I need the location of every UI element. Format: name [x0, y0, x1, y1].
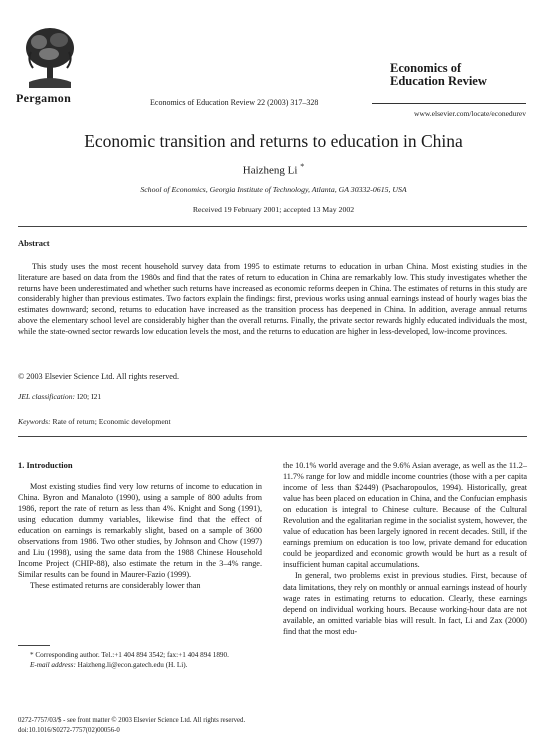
- footnote: [18, 651, 262, 671]
- abstract-text: This study uses the most recent household survey data from 1995 to estimate returns to education in urban China. Most existing studies in the literature are based on data from the 1980s and find that the rates of return to education in China are remarkably low. This study investigates whether the returns have been underestimated and whether such returns have increased as economic reforms deepen in China. The estimates of returns in this study are considerably higher than previous estimates. Two factors explain the findings: first, previous works using annual earnings instead of hourly wages bias the estimates downward; second, returns to education have increased as the transition process has deepened in China. In addition, average annual returns above the elementary school level are considerably higher than the overall returns. Finally, the private sector rewards highly educated individuals the most, while the state-owned sector rewards low education levels the most, and the returns to education are higher in less-developed, low-income provinces.: [18, 262, 527, 336]
- keywords: [18, 417, 171, 426]
- author-footnote-mark[interactable]: *: [300, 162, 305, 171]
- journal-reference: Economics of Education Review 22 (2003) 317–328: [150, 98, 319, 107]
- paragraph: These estimated returns are considerably lower than: [30, 581, 201, 591]
- email-value[interactable]: Haizheng.li@econ.gatech.edu (H. Li).: [77, 660, 188, 669]
- keywords-value: Rate of return; Economic development: [52, 417, 171, 426]
- jel-label: JEL classification:: [18, 392, 76, 401]
- email-line: [18, 661, 262, 671]
- keywords-label: Keywords:: [18, 417, 51, 426]
- corresponding-author-note: * Corresponding author. Tel.:+1 404 894 3542; fax:+1 404 894 1890.: [30, 651, 229, 659]
- brand-divider: [372, 103, 526, 104]
- affiliation: School of Economics, Georgia Institute of Technology, Atlanta, GA 30332-0615, USA: [140, 185, 407, 194]
- paragraph: the 10.1% world average and the 9.6% Asian average, as well as the 11.2–11.7% range for low and middle income countries (those with a per capita income of less than $2449) (Psacharopoulos, 1994). Historically, great value has been placed on education in China, and the Confucian emphasis on education is integral to Chinese culture. Because of the Cultural Revolution and the egalitarian regime in the socialist system, however, the value of education has been largely ignored in recent decades. Still, if the earnings premium on education is too low, private demand for education could be jeopardized and economic growth would be hurt as a result of insufficient human capital accumulations.: [283, 461, 527, 570]
- journal-brand: [390, 62, 530, 88]
- jel-value: I20; I21: [76, 392, 102, 401]
- journal-brand-line1: Economics of: [390, 61, 462, 75]
- section-heading: 1. Introduction: [18, 460, 73, 470]
- paragraph: In general, two problems exist in previous studies. First, because of data limitations, they rely on monthly or annual earnings instead of hourly wage rates in estimating returns to education. Clearly, these earnings depend on individual working hours. Because working-hour data are not available, an omitted variable bias will result. In fact, Li and Zax (2000) find that the most edu-: [283, 571, 527, 636]
- copyright-line: © 2003 Elsevier Science Ltd. All rights reserved.: [18, 372, 180, 381]
- issn-block: [18, 716, 245, 735]
- elsevier-tree-icon: [19, 24, 81, 90]
- publisher-name: Pergamon: [16, 91, 72, 105]
- jel-classification: [18, 392, 101, 401]
- journal-brand-line2: Education Review: [390, 74, 487, 88]
- paragraph: Most existing studies find very low returns of income to education in China. Byron and Manaloto (1990), using a sample of 800 adults from 1986, report the rate of return as less than 4%. Knight and Song (1991), using education dummy variables, likewise find that the effect of education on earnings is remarkably slight, based on a sample of 3600 observations from 1986. Two other studies, by Johnson and Chow (1997) and Liu (1998), using the same data from the 1988 Chinese Household Income Project (CHIP-88), also estimate the return in the 3–4% range. Similar results can be found in Maurer-Fazio (1999).: [18, 482, 262, 580]
- abstract-heading: Abstract: [18, 238, 50, 248]
- footnote-divider: [18, 645, 50, 646]
- publisher-logo: [16, 24, 84, 104]
- author-name[interactable]: Haizheng Li: [242, 164, 298, 177]
- received-dates: Received 19 February 2001; accepted 13 May 2002: [192, 205, 355, 214]
- journal-url[interactable]: www.elsevier.com/locate/econedurev: [414, 109, 526, 118]
- email-label: E-mail address:: [30, 660, 76, 669]
- body-column-left: [18, 460, 262, 592]
- article-title: Economic transition and returns to education in China: [84, 131, 463, 151]
- doi-line[interactable]: doi:10.1016/S0272-7757(02)00056-0: [18, 726, 120, 734]
- issn-line: 0272-7757/03/$ - see front matter © 2003 Elsevier Science Ltd. All rights reserved.: [18, 717, 246, 724]
- body-column-right: [283, 460, 527, 637]
- author-line: [0, 162, 547, 177]
- header-divider: [18, 226, 527, 227]
- abstract-divider: [18, 436, 527, 437]
